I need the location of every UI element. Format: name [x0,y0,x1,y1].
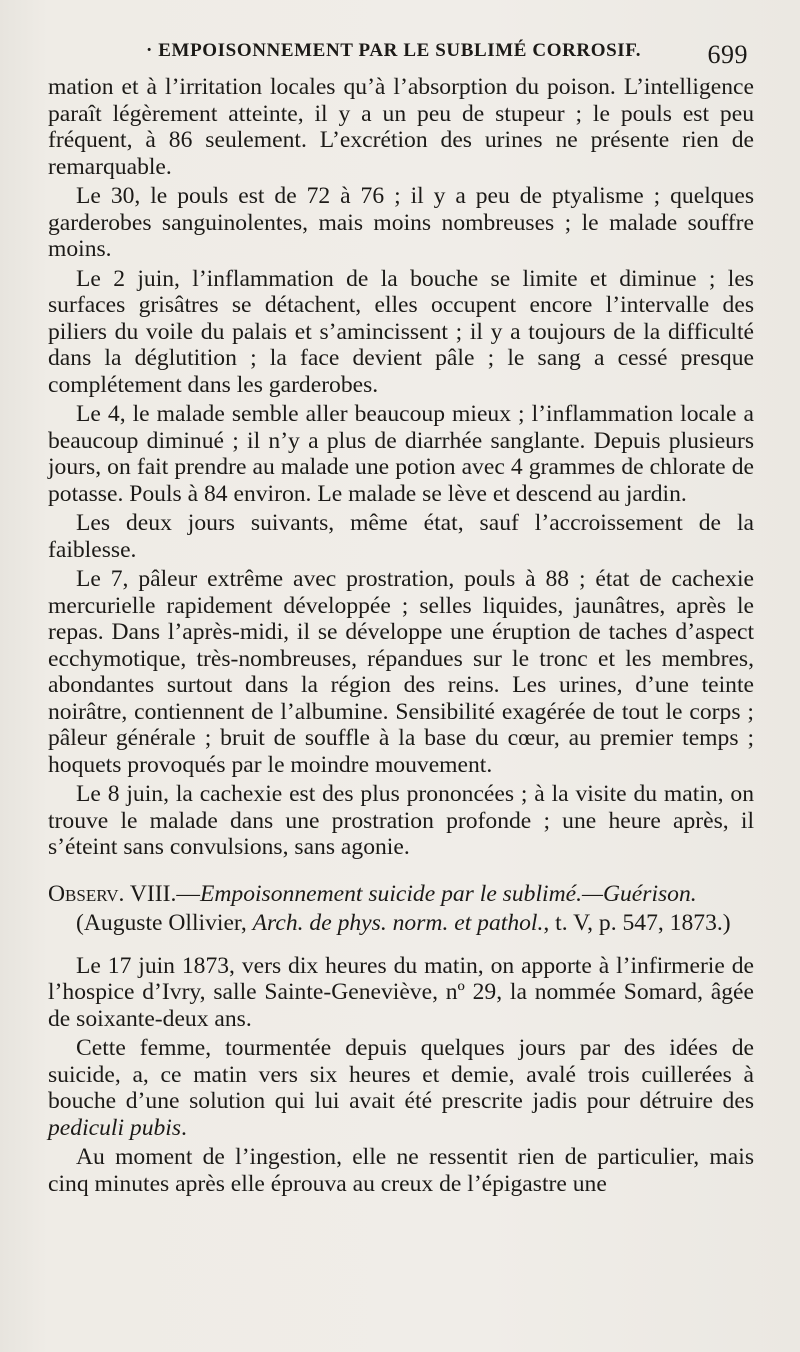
paragraph: Le 30, le pouls est de 72 à 76 ; il y a peu de ptyalisme ; quelques garderobes sanguinolentes, mais moins nombreuses ; le malade souffre moins. [48,183,754,262]
paragraph-continuation: mation et à l’irritation locales qu’à l’absorption du poison. L’intelligence paraît légèrement atteinte, il y a un peu de stupeur ; le pouls est peu fréquent, à 86 seulement. L’excrétion des urines ne présente rien de remarquable. [48,74,754,180]
reference-volume: , t. V, p. 547, 1873.) [543,910,731,936]
reference-author: (Auguste Ollivier, [76,910,253,936]
running-header [48,0,754,74]
paragraph-text: Cette femme, tourmentée depuis quelques jours par des idées de suicide, a, ce matin vers six heures et demie, avalé trois cuillerées à bouche d’une solution qui lui avait été prescrite jadis pour détruire des [48,1035,754,1114]
running-title: · EMPOISONNEMENT PAR LE SUBLIMÉ CORROSIF. [146,40,642,61]
observation-label: Observ. VIII. [48,880,177,907]
observation-dash: — [176,880,200,907]
latin-term: pediculi pubis [48,1114,182,1141]
paragraph: Les deux jours suivants, même état, sauf l’accroissement de la faiblesse. [48,510,754,563]
paragraph: Le 4, le malade semble aller beaucoup mieux ; l’inflammation locale a beaucoup diminué ; il n’y a plus de diarrhée sanglante. Depuis plusieurs jours, on fait prendre au malade une potion avec 4 grammes de chlorate de potasse. Pouls à 84 environ. Le malade se lève et descend au jardin. [48,401,754,507]
paragraph: Le 8 juin, la cachexie est des plus prononcées ; à la visite du matin, on trouve le malade dans une prostration profonde ; une heure après, il s’éteint sans convulsions, sans agonie. [48,781,754,860]
observation-title: Empoisonnement suicide par le sublimé.—Guérison. [199,880,697,907]
paragraph: Le 7, pâleur extrême avec prostration, pouls à 88 ; état de cachexie mercurielle rapidement développée ; selles liquides, jaunâtres, après le repas. Dans l’après-midi, il se développe une éruption de taches d’aspect ecchymotique, très-nombreuses, répandues sur le tronc et les membres, abondantes surtout dans la région des reins. Les urines, d’une teinte noirâtre, contiennent de l’albumine. Sensibilité exagérée de tout le corps ; pâleur générale ; bruit de souffle à la base du cœur, au premier temps ; hoquets provoqués par le moindre mouvement. [48,566,754,778]
paragraph-text-end: . [181,1114,187,1141]
paragraph: Le 2 juin, l’inflammation de la bouche se limite et diminue ; les surfaces grisâtres se détachent, elles occupent encore l’intervalle des piliers du voile du palais et s’amincissent ; il y a toujours de la difficulté dans la déglutition ; la face devient pâle ; le sang a cessé presque complétement dans les garderobes. [48,265,754,398]
observation-heading [48,881,754,937]
paragraph [48,1035,754,1141]
observation-reference [48,910,754,937]
observation-title-line [48,881,754,908]
paragraph: Le 17 juin 1873, vers dix heures du matin, on apporte à l’infirmerie de l’hospice d’Ivry, salle Sainte-Geneviève, nº 29, la nommée Somard, âgée de soixante-deux ans. [48,952,754,1032]
page-number: 699 [707,40,748,69]
paragraph: Au moment de l’ingestion, elle ne ressentit rien de particulier, mais cinq minutes après elle éprouva au creux de l’épigastre une [48,1144,754,1197]
body-text [48,74,754,1197]
reference-journal: Arch. de phys. norm. et pathol. [252,910,544,936]
